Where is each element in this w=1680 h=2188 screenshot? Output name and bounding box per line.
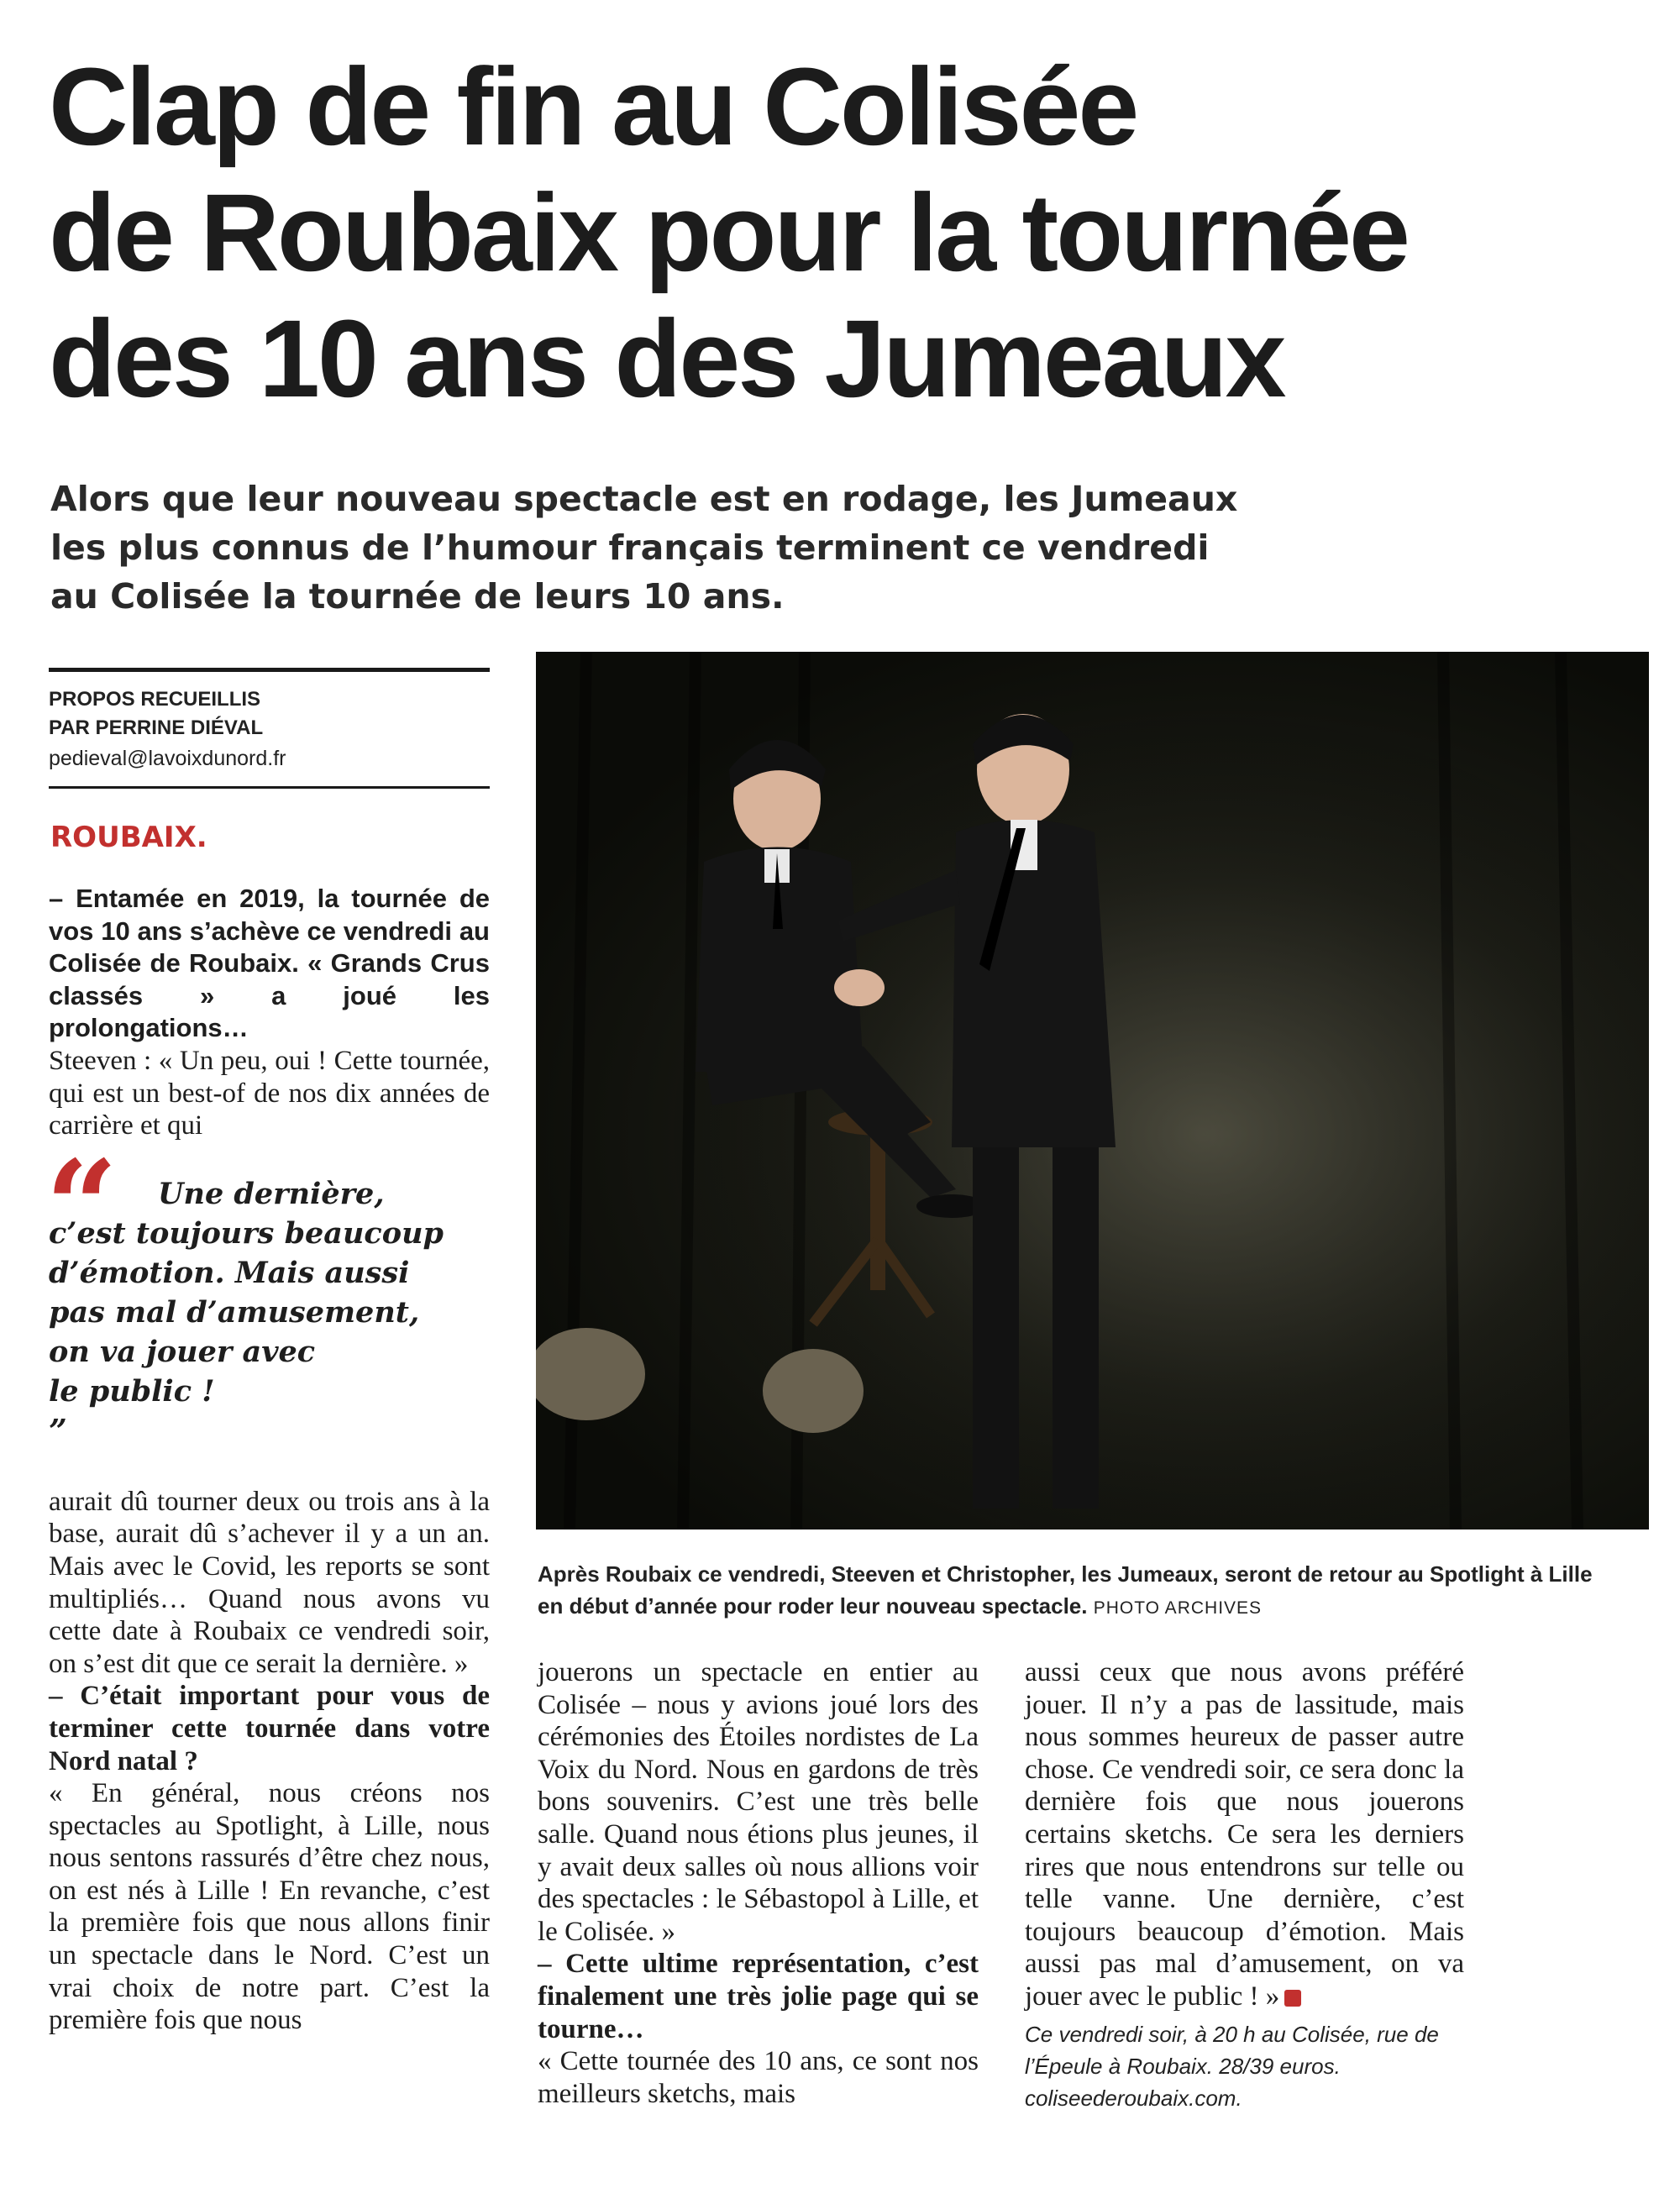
caption-line-2-text: en début d’année pour roder leur nouveau spectacle. — [538, 1593, 1088, 1619]
right-column — [1025, 1656, 1464, 2114]
col3-paragraph-1: aussi ceux que nous avons préféré jouer. Il n’y a pas de lassitude, mais nous sommes heureux de passer autre chose. Ce vendredi soir, ce sera donc la dernière fois que nous jouerons certains sketchs. Ce sera les derniers rires que nous entendrons sur telle ou telle vanne. Une dernière, c’est toujours beaucoup d’émotion. Mais aussi pas mal d’amusement, on va jouer avec le public ! » — [1025, 1657, 1464, 2012]
headline-line-1: Clap de fin au Colisée — [49, 45, 1137, 168]
quote-close-icon: ” — [49, 1411, 67, 1450]
byline-line-1: PROPOS RECUEILLIS — [49, 688, 261, 711]
col3-text — [1025, 1656, 1464, 2013]
photo-caption — [538, 1558, 1651, 1624]
dateline-city: ROUBAIX. — [50, 821, 207, 854]
left-column — [45, 668, 490, 2037]
pull-quote-line-2: c’est toujours beaucoup — [49, 1215, 444, 1251]
col1-text-top — [49, 883, 490, 1142]
pull-quote-line-4: pas mal d’amusement, — [49, 1294, 420, 1330]
question-2: – C’était important pour vous de terminer cette tournée dans votre Nord natal ? — [49, 1681, 490, 1776]
pull-quote — [45, 1132, 490, 1451]
event-info: Ce vendredi soir, à 20 h au Colisée, rue de l’Épeule à Roubaix. 28/39 euros. coliseederoubaix.com. — [1025, 2021, 1439, 2111]
headline — [49, 44, 1628, 422]
question-3: – Cette ultime représentation, c’est finalement une très jolie page qui se tourne… — [538, 1949, 979, 2044]
answer-1-end: aurait dû tourner deux ou trois ans à la base, aurait dû s’achever il y a un an. Mais avec le Covid, les reports se sont multipliés… Quand nous avons vu cette date à Roubaix ce vendredi soir, on s’est dit que ce serait la dernière. » — [49, 1486, 490, 1679]
middle-column — [538, 1656, 979, 2110]
pull-quote-line-5: on va jouer avec — [49, 1334, 316, 1369]
answer-1-start: Steeven : « Un peu, oui ! Cette tournée, qui est un best-of de nos dix années de carrière et qui — [49, 1045, 490, 1141]
caption-line-1: Après Roubaix ce vendredi, Steeven et Christopher, les Jumeaux, seront de retour au Spotlight à Lille — [538, 1561, 1593, 1587]
lead-line-3: au Colisée la tournée de leurs 10 ans. — [50, 576, 785, 617]
pull-quote-line-1: Une dernière, — [158, 1176, 385, 1211]
answer-2-start: « En général, nous créons nos spectacles au Spotlight, à Lille, nous nous sentons rassurés d’être chez nous, on est nés à Lille ! En revanche, c’est la première fois que nous allons finir un spectacle dans le Nord. C’est un vrai choix de notre part. C’est la première fois que nous — [49, 1778, 490, 2036]
byline-bottom-rule — [49, 786, 490, 789]
headline-line-3: des 10 ans des Jumeaux — [49, 296, 1284, 420]
end-mark-icon — [1284, 1990, 1301, 2007]
pull-quote-line-6-text: le public ! — [49, 1373, 215, 1409]
byline — [49, 672, 490, 742]
headline-line-2: de Roubaix pour la tournée — [49, 171, 1408, 294]
byline-line-2: PAR PERRINE DIÉVAL — [49, 716, 264, 739]
quote-open-icon: “ — [45, 1132, 118, 1281]
author-email[interactable]: pedieval@lavoixdunord.fr — [49, 747, 286, 770]
answer-3-start: « Cette tournée des 10 ans, ce sont nos meilleurs sketchs, mais — [538, 2046, 979, 2109]
stage-photo — [536, 652, 1649, 1530]
question-1: – Entamée en 2019, la tournée de vos 10 ans s’achève ce vendredi au Colisée de Roubaix. « Grands Crus classés » a joué les prolongations… — [49, 884, 490, 1043]
stage-photo-icon — [536, 652, 1649, 1530]
col2-paragraph-1: jouerons un spectacle en entier au Colisée – nous y avions joué lors des cérémonies des Étoiles nordistes de La Voix du Nord. Nous en gardons de très bons souvenirs. C’est une très belle salle. Quand nous étions plus jeunes, il y avait deux salles où nous allions voir des spectacles : le Sébastopol à Lille, et le Colisée. » — [538, 1657, 979, 1947]
pull-quote-line-6 — [49, 1372, 490, 1451]
lead-line-2: les plus connus de l’humour français terminent ce vendredi — [50, 527, 1210, 568]
caption-line-2 — [538, 1590, 1651, 1624]
pull-quote-line-3: d’émotion. Mais aussi — [49, 1255, 410, 1290]
col2-text — [538, 1656, 979, 2110]
col1-text-bottom — [49, 1486, 490, 2037]
lead-line-1: Alors que leur nouveau spectacle est en rodage, les Jumeaux — [50, 479, 1238, 519]
photo-credit: PHOTO ARCHIVES — [1093, 1598, 1263, 1618]
lead-paragraph — [50, 475, 1238, 621]
